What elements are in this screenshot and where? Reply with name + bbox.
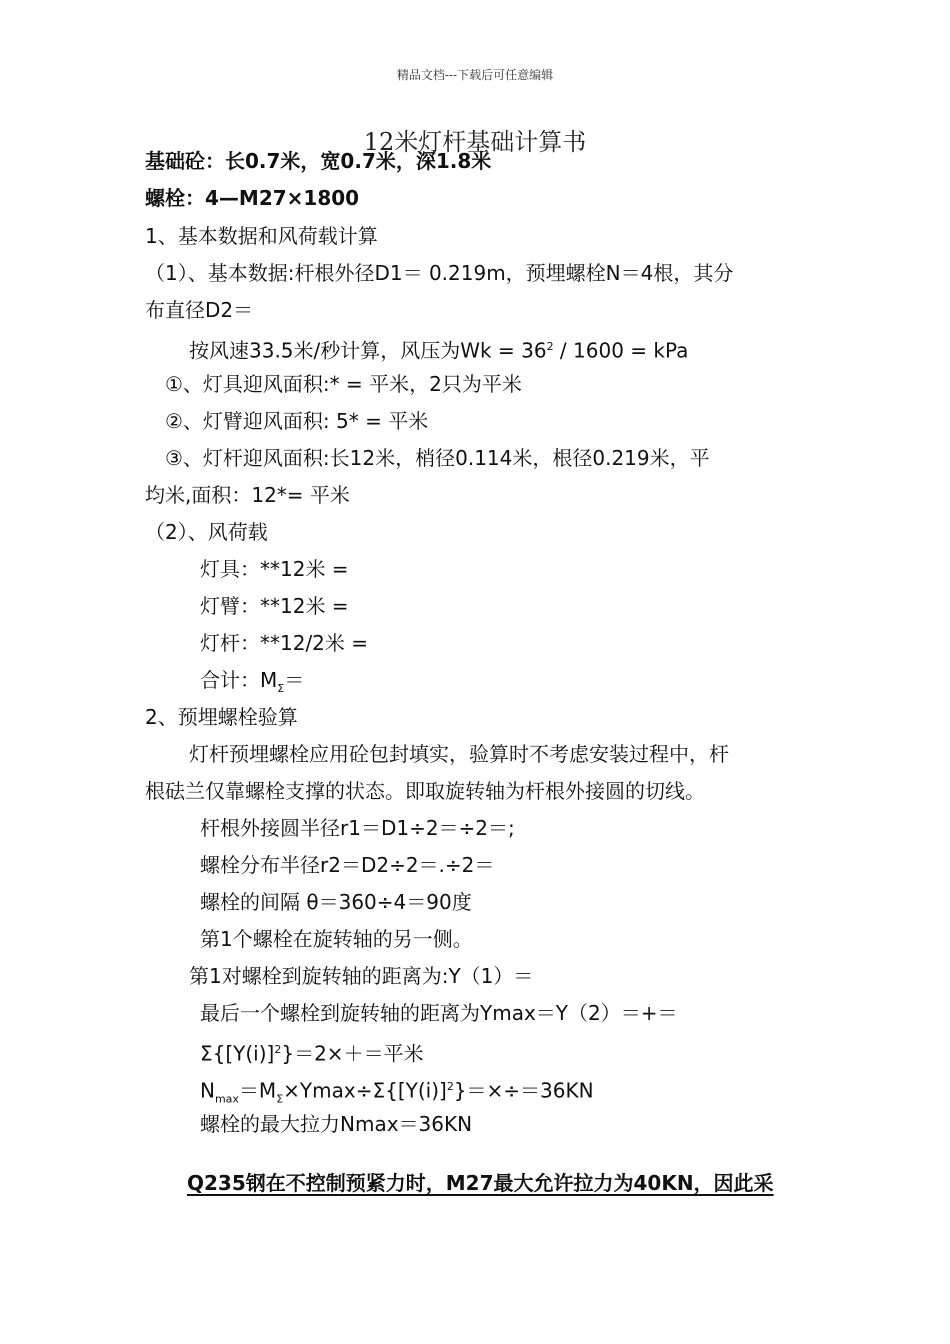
wind-load-pole: 灯杆：**12/2米 = xyxy=(200,631,369,655)
wind-pressure-line xyxy=(189,333,688,365)
wind-load-lamp: 灯具：**12米 = xyxy=(200,557,349,581)
total-label: 合计：M xyxy=(200,668,278,692)
total-subscript: Σ xyxy=(277,682,285,695)
nmax-n: N xyxy=(200,1078,215,1103)
foundation-spec: 基础砼：长0.7米，宽0.7米，深1.8米 xyxy=(145,149,492,173)
nmax-tail: }＝×÷＝36KN xyxy=(453,1078,594,1103)
bolt-spec: 螺栓：4—M27×1800 xyxy=(145,186,360,210)
arm-wind-area: ②、灯臂迎风面积: 5* = 平米 xyxy=(165,409,429,433)
calc-ymax: 最后一个螺栓到旋转轴的距离为Ymax＝Y（2）＝+＝ xyxy=(200,1001,678,1025)
conclusion-line: Q235钢在不控制预紧力时，M27最大允许拉力为40KN，因此采 xyxy=(187,1171,774,1195)
nmax-m: ＝M xyxy=(238,1078,277,1103)
wind-pressure-tail: / 1600 = kPa xyxy=(553,338,689,363)
calc-r2: 螺栓分布半径r2＝D2÷2＝.÷2＝ xyxy=(200,853,495,877)
calc-y1: 第1对螺栓到旋转轴的距离为:Y（1）＝ xyxy=(189,964,534,988)
nmax-sub: max xyxy=(214,1092,239,1106)
document-title: 12米灯杆基础计算书 xyxy=(363,128,587,156)
calc-sum-y2 xyxy=(200,1036,424,1068)
basic-data-line-1: （1）、基本数据:杆根外径D1＝ 0.219m，预埋螺栓N＝4根，其分 xyxy=(145,261,734,285)
section-2-heading: 2、预埋螺栓验算 xyxy=(145,705,298,729)
page-header: 精品文档---下载后可任意编辑 xyxy=(396,68,554,82)
wind-load-total xyxy=(200,666,304,703)
wind-pressure-exponent: 2 xyxy=(546,340,554,353)
max-tension-result: 螺栓的最大拉力Nmax＝36KN xyxy=(200,1112,473,1136)
bolt-check-para-1: 灯杆预埋螺栓应用砼包封填实，验算时不考虑安装过程中，杆 xyxy=(189,742,729,766)
nmax-sigma-sub: Σ xyxy=(276,1092,284,1106)
wind-load-heading: （2）、风荷载 xyxy=(145,520,268,544)
sum-y2-tail: }＝2×＋＝平米 xyxy=(281,1041,424,1066)
pole-wind-area-line-1: ③、灯杆迎风面积:长12米，梢径0.114米，根径0.219米，平 xyxy=(165,446,710,470)
sum-y2-text: Σ{[Y(i)] xyxy=(200,1041,275,1066)
nmax-mid: ×Ymax÷Σ{[Y(i)] xyxy=(283,1078,447,1103)
nmax-exponent: 2 xyxy=(446,1080,454,1093)
sum-y2-exponent: 2 xyxy=(274,1043,282,1056)
calc-theta: 螺栓的间隔 θ＝360÷4＝90度 xyxy=(200,890,472,914)
calc-r1: 杆根外接圆半径r1＝D1÷2＝÷2＝; xyxy=(200,816,515,840)
bolt-check-para-2: 根砝兰仅靠螺栓支撑的状态。即取旋转轴为杆根外接圆的切线。 xyxy=(145,779,705,803)
calc-first-bolt: 第1个螺栓在旋转轴的另一侧。 xyxy=(200,927,473,951)
calc-nmax xyxy=(200,1073,594,1114)
section-1-heading: 1、基本数据和风荷载计算 xyxy=(145,224,378,248)
wind-load-arm: 灯臂：**12米 = xyxy=(200,594,349,618)
lamp-wind-area: ①、灯具迎风面积:* = 平米，2只为平米 xyxy=(165,372,522,396)
pole-wind-area-line-2: 均米,面积：12*= 平米 xyxy=(145,483,350,507)
basic-data-line-2: 布直径D2＝ xyxy=(145,298,254,322)
total-equals: ＝ xyxy=(284,668,305,692)
wind-pressure-text: 按风速33.5米/秒计算，风压为Wk = 36 xyxy=(189,338,547,363)
